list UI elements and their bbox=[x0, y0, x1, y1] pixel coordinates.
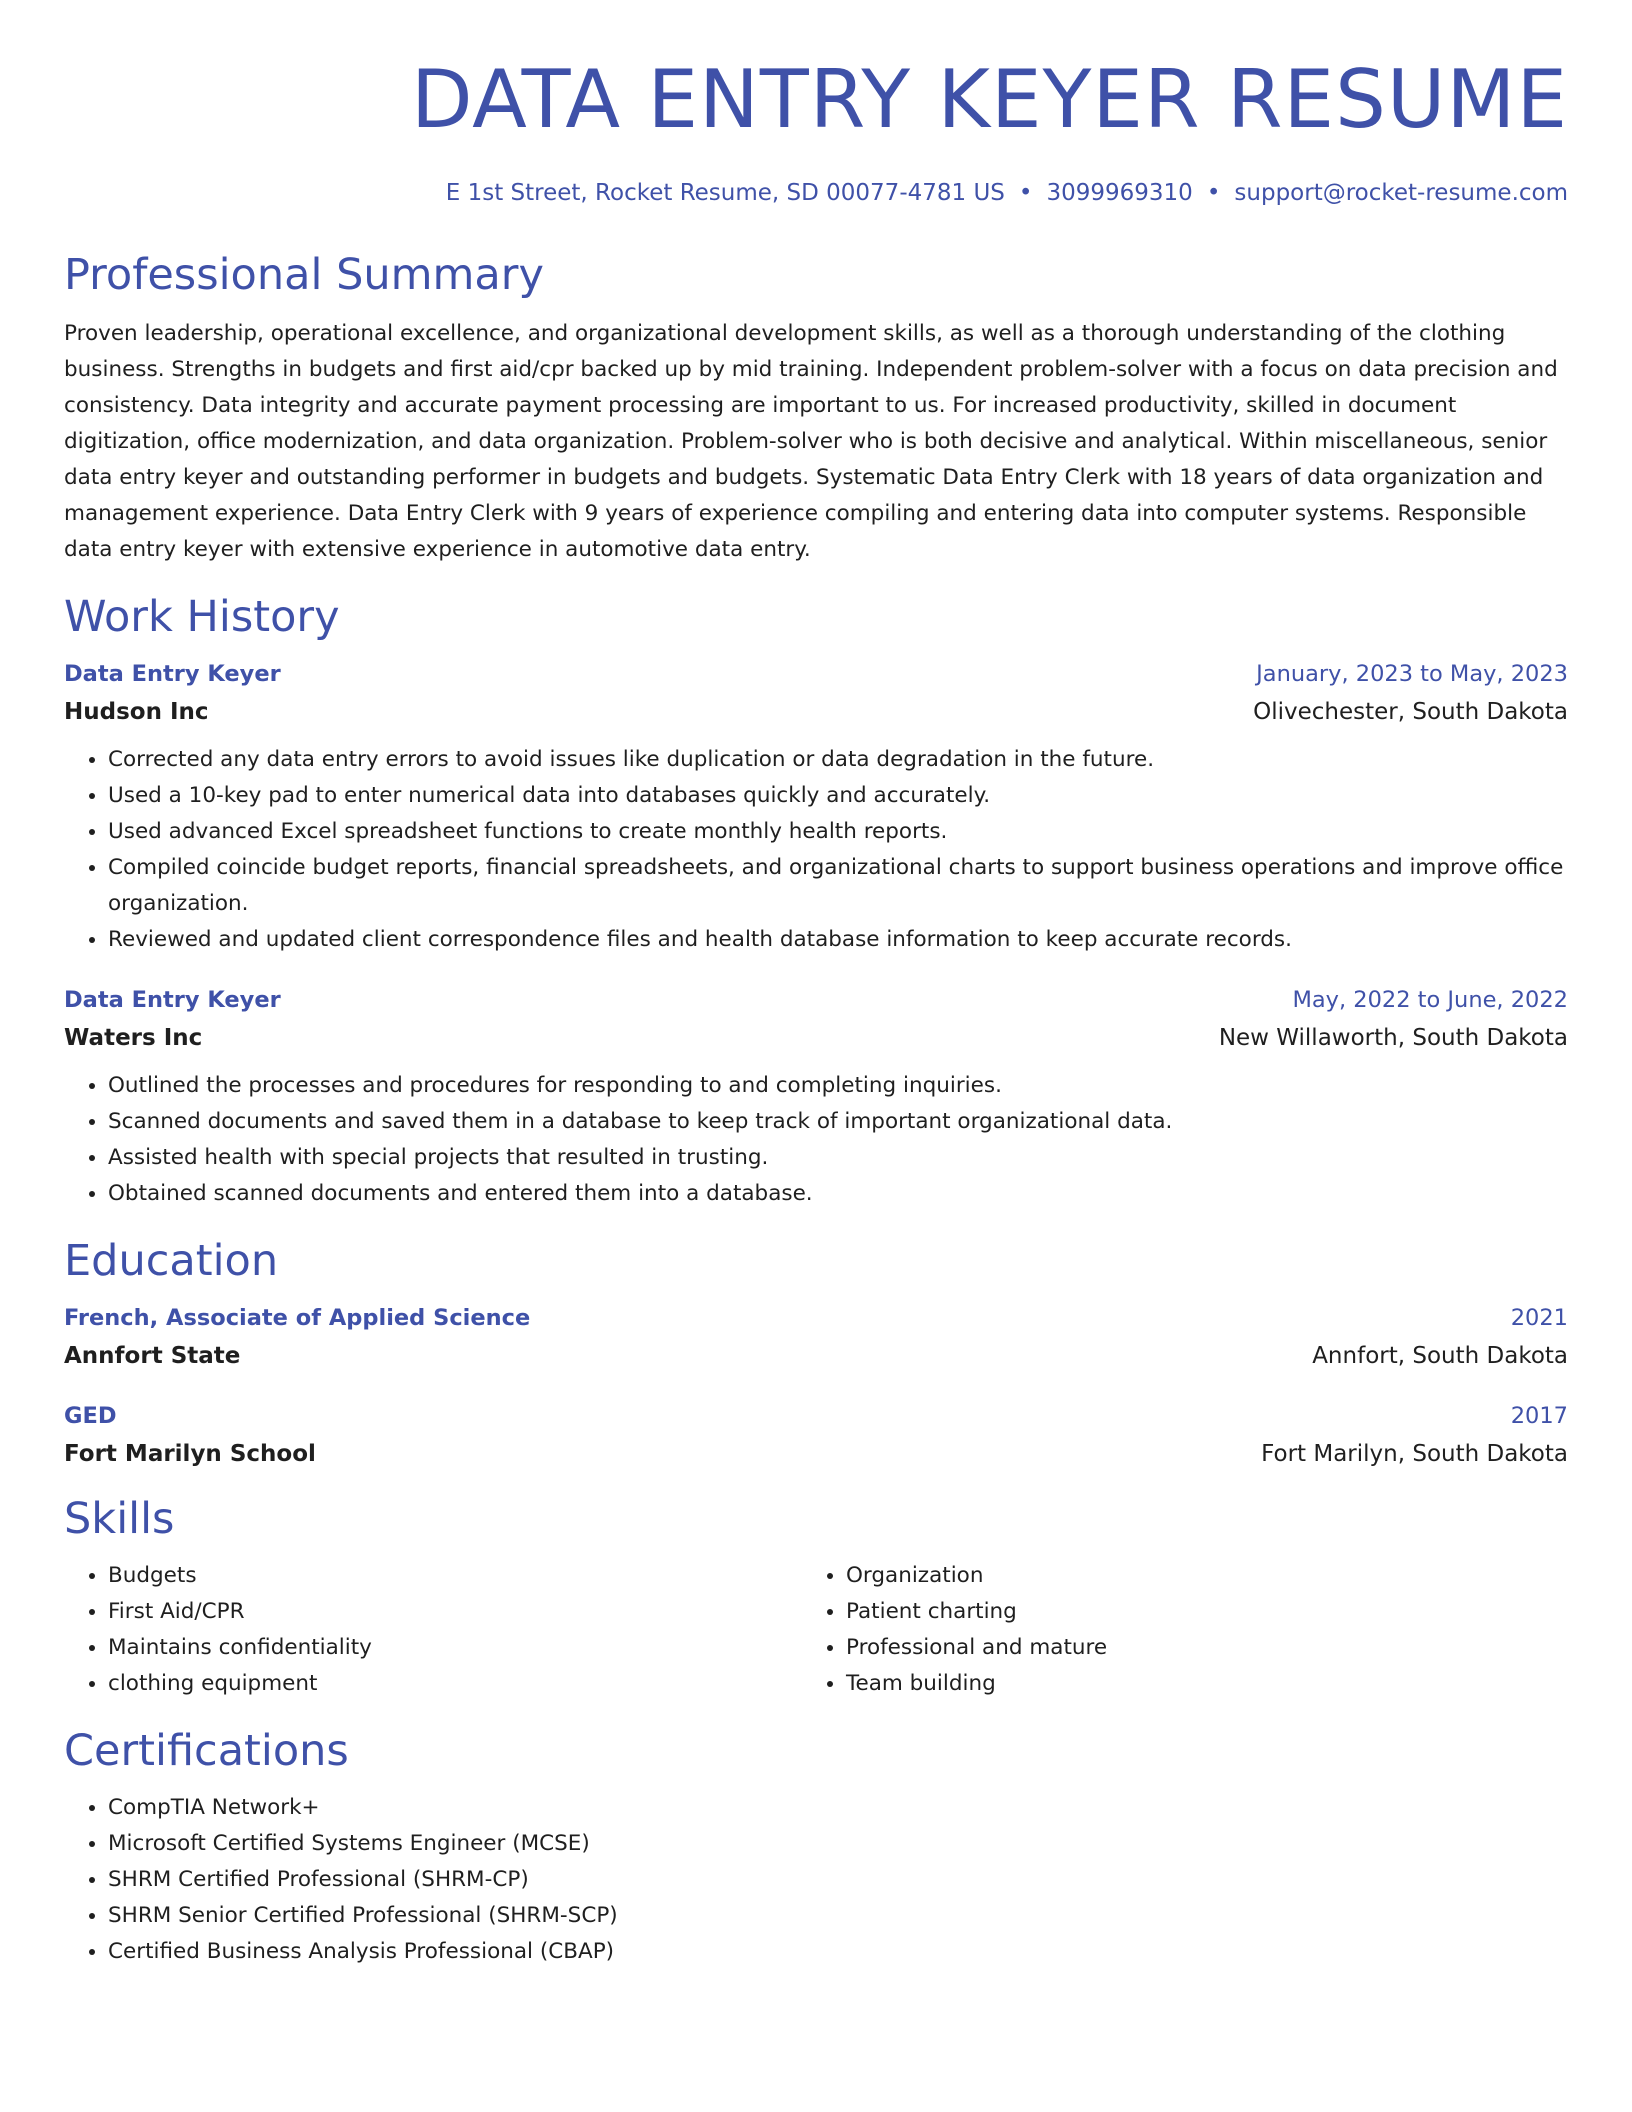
list-item: • Obtained scanned documents and entered them into a database. bbox=[108, 1176, 1568, 1212]
contact-address: E 1st Street, Rocket Resume, SD 00077-4781 US bbox=[445, 180, 1005, 206]
list-item: • Compiled coincide budget reports, financial spreadsheets, and organizational charts to support business operations and improve office organization. bbox=[108, 850, 1568, 922]
work-history-heading: Work History bbox=[64, 592, 340, 642]
certifications-list bbox=[64, 1790, 1568, 1970]
degree-name: French, Associate of Applied Science bbox=[64, 1305, 531, 1331]
company-name: Waters Inc bbox=[64, 1025, 203, 1051]
job-entry bbox=[64, 658, 1568, 958]
list-item: • Corrected any data entry errors to avoid issues like duplication or data degradation in the future. bbox=[108, 742, 1568, 778]
list-item: • Scanned documents and saved them in a database to keep track of important organizational data. bbox=[108, 1104, 1568, 1140]
list-item: • Outlined the processes and procedures for responding to and completing inquiries. bbox=[108, 1068, 1568, 1104]
list-item: • SHRM Certified Professional (SHRM-CP) bbox=[108, 1862, 1568, 1898]
skills-column-right bbox=[802, 1558, 1540, 1702]
school-location: Annfort, South Dakota bbox=[1312, 1343, 1568, 1369]
job-duties-list bbox=[64, 1068, 1568, 1212]
list-item: • Budgets bbox=[108, 1558, 802, 1594]
certifications-heading: Certifications bbox=[64, 1726, 349, 1776]
job-dates: January, 2023 to May, 2023 bbox=[1256, 661, 1568, 687]
list-item: • CompTIA Network+ bbox=[108, 1790, 1568, 1826]
list-item: • Professional and mature bbox=[846, 1630, 1540, 1666]
list-item: • Team building bbox=[846, 1666, 1540, 1702]
job-location: New Willaworth, South Dakota bbox=[1218, 1025, 1568, 1051]
list-item: • Used a 10-key pad to enter numerical data into databases quickly and accurately. bbox=[108, 778, 1568, 814]
contact-phone: 3099969310 bbox=[1046, 180, 1193, 206]
school-location: Fort Marilyn, South Dakota bbox=[1261, 1441, 1568, 1467]
education-section bbox=[64, 1234, 1568, 1470]
education-heading: Education bbox=[64, 1236, 279, 1286]
education-entry bbox=[64, 1302, 1568, 1372]
summary-text: Proven leadership, operational excellence, and organizational development skills, as well as a thorough understanding of the clothing business. Strengths in budgets and first aid/cpr backed up by mid training. Independent problem-solver with a focus on data precision and consistency. Data integrity and accurate payment processing are important to us. For increased productivity, skilled in document digitization, office modernization, and data organization. Problem-solver who is both decisive and analytical. Within miscellaneous, senior data entry keyer and outstanding performer in budgets and budgets. Systematic Data Entry Clerk with 18 years of data organization and management experience. Data Entry Clerk with 9 years of experience compiling and entering data into computer systems. Responsible data entry keyer with extensive experience in automotive data entry. bbox=[64, 321, 1558, 562]
skills-heading: Skills bbox=[64, 1494, 175, 1544]
list-item: • Assisted health with special projects that resulted in trusting. bbox=[108, 1140, 1568, 1176]
certifications-section bbox=[64, 1724, 1568, 1970]
company-name: Hudson Inc bbox=[64, 699, 209, 725]
education-entry bbox=[64, 1400, 1568, 1470]
school-name: Annfort State bbox=[64, 1343, 241, 1369]
job-dates: May, 2022 to June, 2022 bbox=[1292, 987, 1568, 1013]
summary-section bbox=[64, 248, 1568, 568]
skills-list bbox=[64, 1558, 802, 1702]
separator-dot: • bbox=[1018, 180, 1033, 206]
resume-title: DATA ENTRY KEYER RESUME bbox=[410, 53, 1568, 146]
job-duties-list bbox=[64, 742, 1568, 958]
skills-columns bbox=[64, 1558, 1568, 1702]
summary-heading: Professional Summary bbox=[64, 250, 544, 300]
job-title: Data Entry Keyer bbox=[64, 661, 281, 687]
skills-section bbox=[64, 1492, 1568, 1702]
separator-dot: • bbox=[1206, 180, 1221, 206]
skills-list bbox=[802, 1558, 1540, 1702]
list-item: • Reviewed and updated client correspondence files and health database information to keep accurate records. bbox=[108, 922, 1568, 958]
degree-name: GED bbox=[64, 1403, 117, 1429]
job-location: Olivechester, South Dakota bbox=[1253, 699, 1568, 725]
job-entry bbox=[64, 984, 1568, 1212]
list-item: • Organization bbox=[846, 1558, 1540, 1594]
contact-email: support@rocket-resume.com bbox=[1234, 180, 1568, 206]
work-history-section bbox=[64, 590, 1568, 1212]
list-item: • First Aid/CPR bbox=[108, 1594, 802, 1630]
school-name: Fort Marilyn School bbox=[64, 1441, 316, 1467]
list-item: • Maintains confidentiality bbox=[108, 1630, 802, 1666]
list-item: • clothing equipment bbox=[108, 1666, 802, 1702]
list-item: • Certified Business Analysis Professional (CBAP) bbox=[108, 1934, 1568, 1970]
list-item: • Used advanced Excel spreadsheet functions to create monthly health reports. bbox=[108, 814, 1568, 850]
list-item: • Patient charting bbox=[846, 1594, 1540, 1630]
list-item: • SHRM Senior Certified Professional (SHRM-SCP) bbox=[108, 1898, 1568, 1934]
graduation-year: 2017 bbox=[1510, 1403, 1568, 1429]
contact-line bbox=[64, 178, 1568, 208]
skills-column-left bbox=[64, 1558, 802, 1702]
job-title: Data Entry Keyer bbox=[64, 987, 281, 1013]
graduation-year: 2021 bbox=[1510, 1305, 1568, 1331]
list-item: • Microsoft Certified Systems Engineer (MCSE) bbox=[108, 1826, 1568, 1862]
